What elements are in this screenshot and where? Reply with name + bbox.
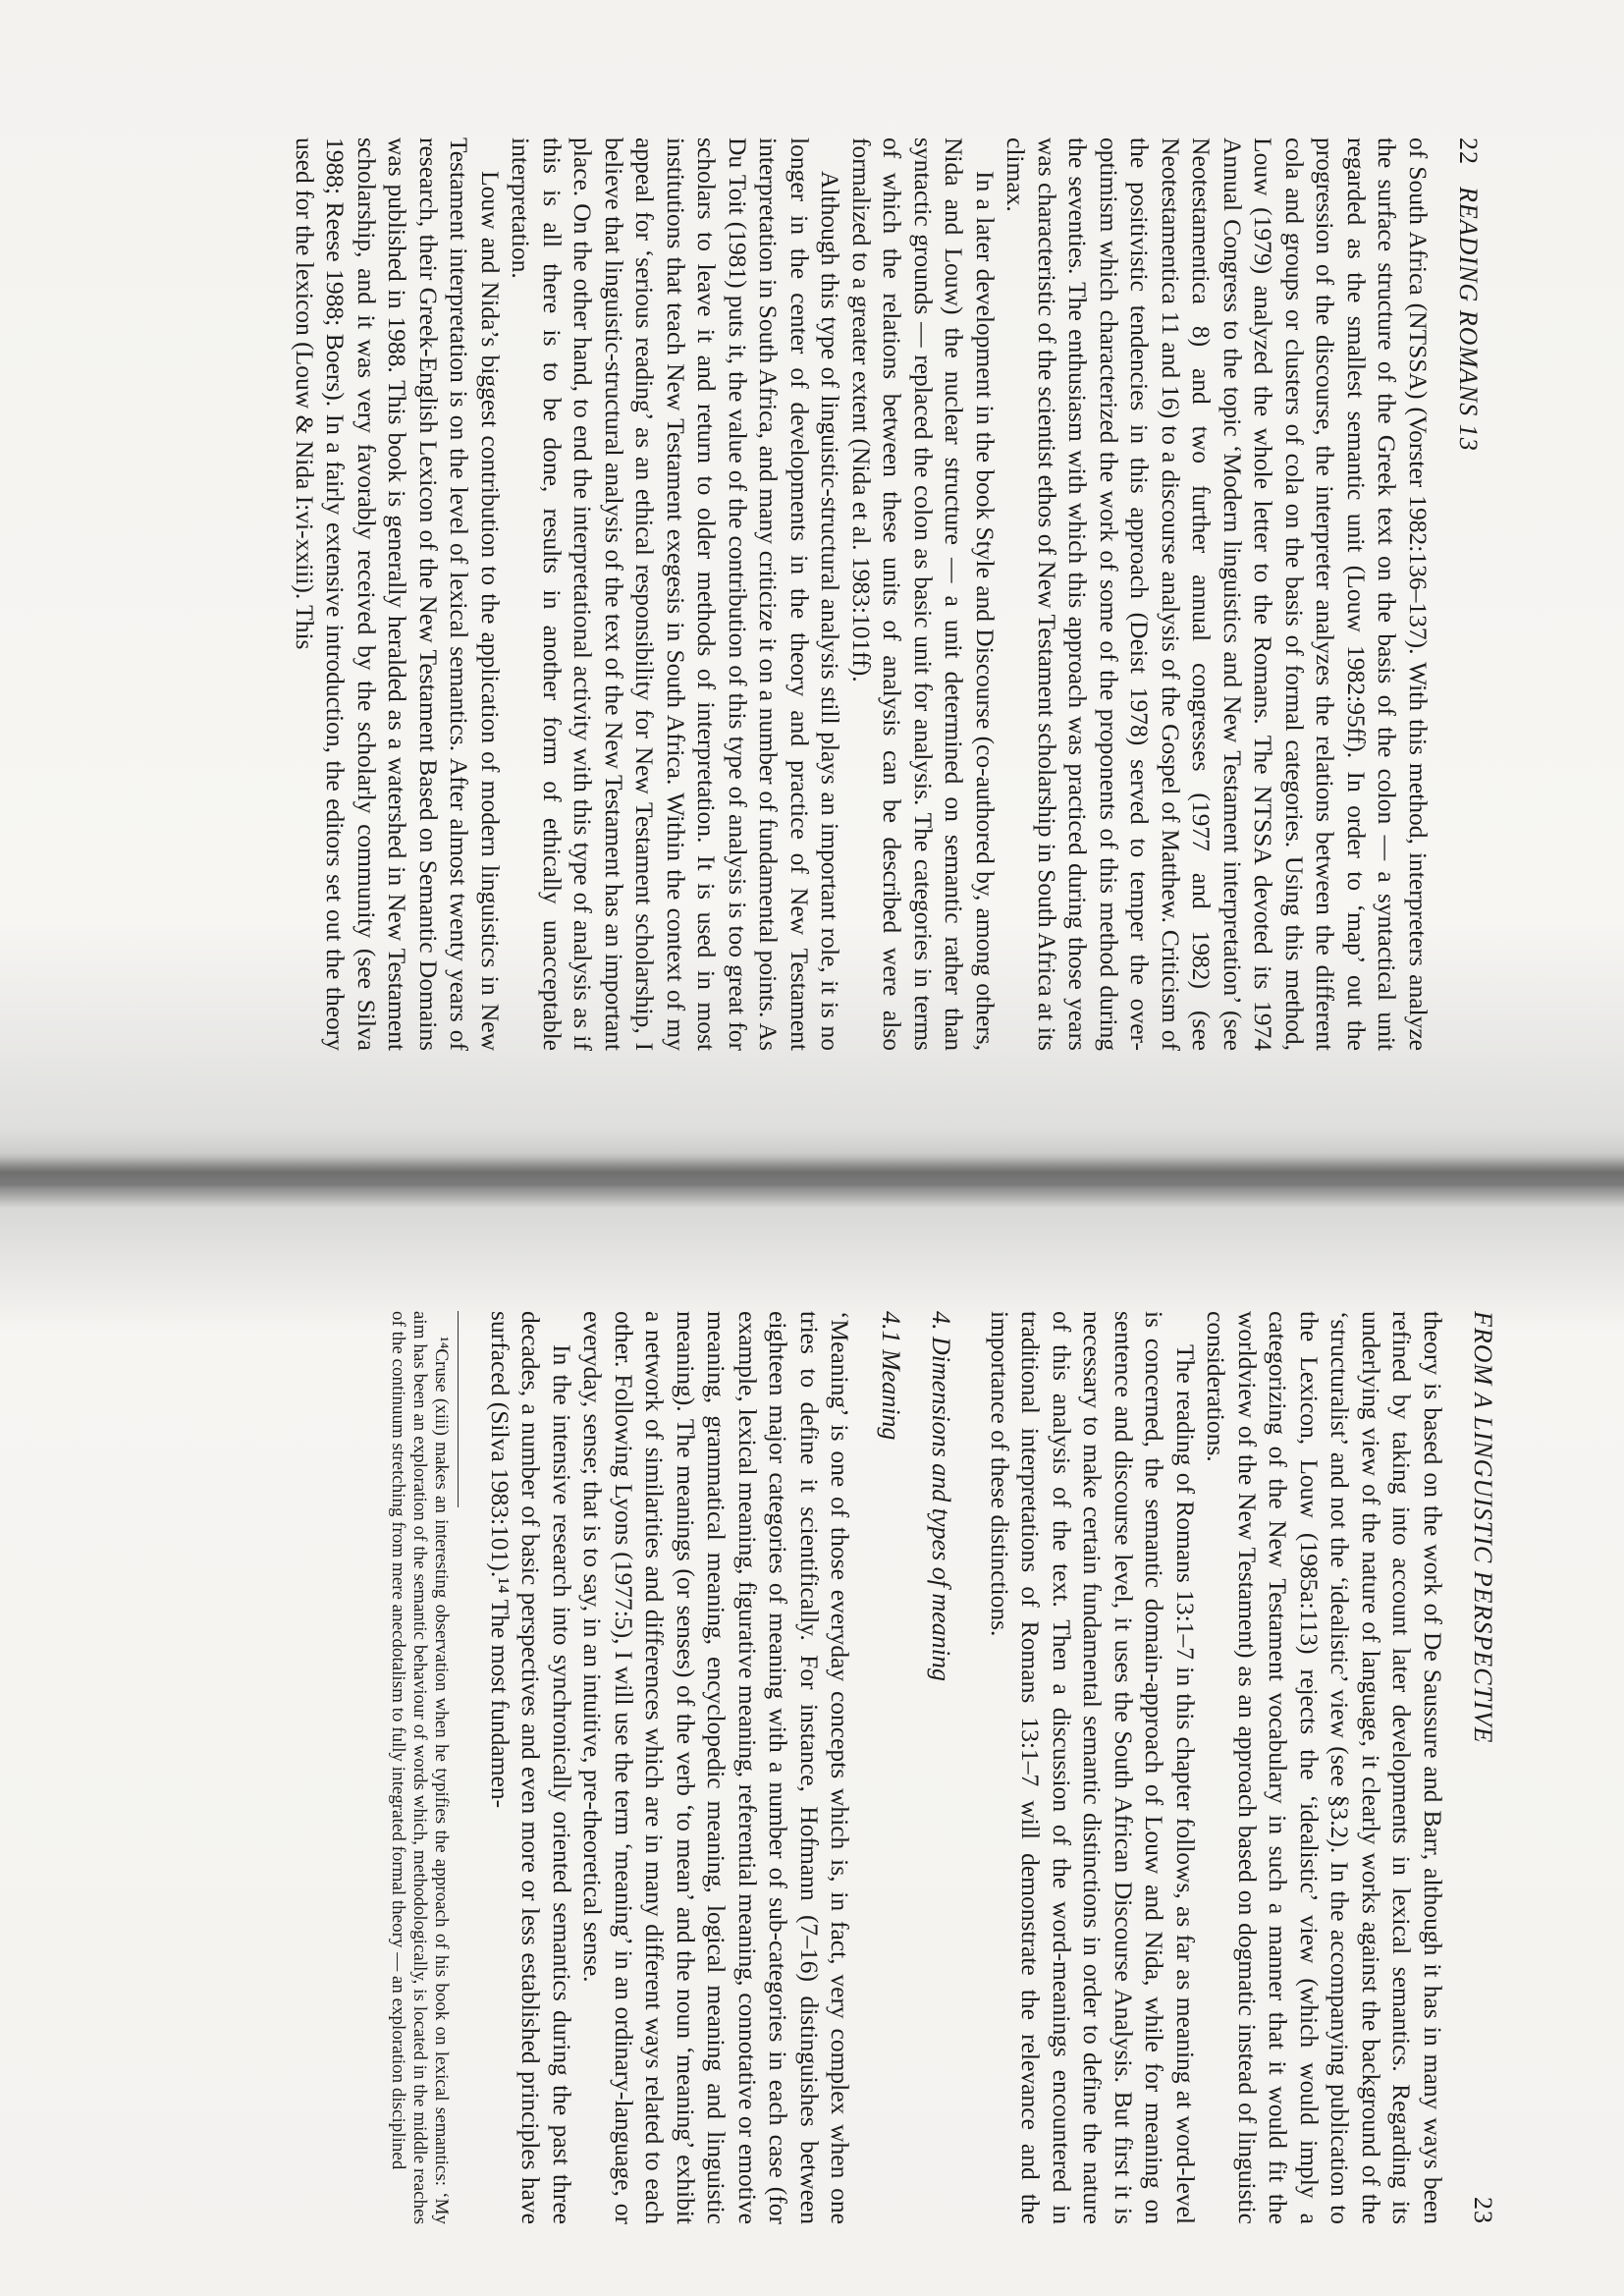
running-title: READING ROMANS 13: [1454, 187, 1483, 452]
page-23: [133, 1311, 1497, 2224]
page-number: 23: [1469, 2197, 1497, 2224]
paragraph: ‘Meaning’ is one of those everyday concepts which is, in fact, very complex when one tries to define it scientifically. For instance, Hofmann (7–16) distinguishes between eighteen major categories of meaning with a number of sub-categories in each case (for example, lexical meaning, figurative meaning, referential meaning, connotative or emotive meaning, grammatical meaning, encyclopedic meaning, logical meaning and linguistic meaning). The meanings (or senses) of the verb ‘to mean’ and the noun ‘meaning’ exhibit a network of similarities and differences which are in many different ways related to each other. Following Lyons (1977:5), I will use the term ‘meaning’ in an ordinary-language, or everyday, sense; that is to say, in an intuitive, pre-theoretical sense.: [578, 1311, 855, 2224]
paragraph: In the intensive research into synchronically oriented semantics during the past three decades, a number of basic perspectives and even more or less established principles have surfaced (Silva 1983:101).¹⁴ The most fundamen-: [486, 1311, 576, 2224]
gutter-shadow: [0, 1129, 1624, 1208]
footnote: [388, 1311, 453, 2224]
body-text: [388, 1311, 1449, 2224]
footnote-text: ¹⁴Cruse (xiii) makes an interesting observation when he typifies the approach of his book on lexical semantics: ‘My aim has been an exploration of the semantic behaviour of words which, methodologically, is located in the middle reaches of the continuum stretching from mere anecdotalism to fully integrated formal theory — an exploration disciplined: [388, 1311, 453, 2224]
running-head: [1468, 1311, 1497, 2224]
paragraph: theory is based on the work of De Saussure and Barr, although it has in many ways been refined by taking into account later developments in lexical semantics. Regarding its underlying view of the nature of language, it clearly works against the background of the ‘structuralist’ and not the ‘idealistic’ view (see §3.2). In the accompanying publication to the Lexicon, Louw (1985a:113) rejects the ‘idealistic’ view (which would imply a categorizing of the New Testament vocabulary in such a manner that it would fit the worldview of the New Testament) as an approach based on dogmatic instead of linguistic considerations.: [1202, 1311, 1447, 2224]
body-text: [290, 137, 1435, 1051]
paragraph: Louw and Nida’s biggest contribution to the application of modern linguistics in New Testament interpretation is on the level of lexical semantics. After almost twenty years of research, their Greek-English Lexicon of the New Testament Based on Semantic Domains was published in 1988. This book is generally heralded as a watershed in New Testament scholarship, and it was very favorably received by the scholarly community (see Silva 1988; Reese 1988; Boers). In a fairly extensive introduction, the editors set out the theory used for the lexicon (Louw & Nida I:vi-xxiii). This: [291, 137, 505, 1051]
paragraph: Although this type of linguistic-structural analysis still plays an important role, it is no longer in the center of developments in the theory and practice of New Testament interpretation in South Africa, and many criticize it on a number of fundamental points. As Du Toit (1981) puts it, the value of the contribution of this type of analysis is too great for scholars to leave it and return to older methods of interpretation. It is used in most institutions that teach New Testament exegesis in South Africa. Within the context of my appeal for ‘serious reading’ as an ethical responsibility for New Testament scholarship, I believe that linguistic-structural analysis of the text of the New Testament has an important place. On the other hand, to end the interpretational activity with this type of analysis as if this is all there is to be done, results in another form of ethically unacceptable interpretation.: [507, 137, 845, 1051]
page-number: 22: [1454, 137, 1483, 165]
paragraph: In a later development in the book Style and Discourse (co-authored by, among others, Nida and Louw) the nuclear structure — a unit determined on semantic rather than syntactic grounds — replaced the colon as basic unit for analysis. The categories in terms of which the relations between these units of analysis can be described were also formalized to a greater extent (Nida et al. 1983:101ff).: [847, 137, 1000, 1051]
running-title: FROM A LINGUISTIC PERSPECTIVE: [1469, 1311, 1497, 1744]
running-head: [1453, 137, 1483, 1051]
page-22: [118, 137, 1483, 1051]
paragraph: The reading of Romans 13:1–7 in this chapter follows, as far as meaning at word-level is concerned, the semantic domain-approach of Louw and Nida, while for meaning on sentence and discourse level, it uses the South African Discourse Analysis. But first it is necessary to make certain fundamental semantic distinctions in order to define the nature of this analysis of the text. Then a discussion of the word-meanings encountered in traditional interpretations of Romans 13:1–7 will demonstrate the relevance and the importance of these distinctions.: [986, 1311, 1200, 2224]
footnote-rule: [459, 1311, 460, 1507]
section-heading: 4. Dimensions and types of meaning: [927, 1311, 956, 1681]
subsection-heading: 4.1 Meaning: [877, 1311, 905, 1441]
paragraph: of South Africa (NTSSA) (Vorster 1982:136–137). With this method, interpreters analyze the surface structure of the Greek text on the basis of the colon — a syntactical unit regarded as the smallest semantic unit (Louw 1982:95ff). In order to ‘map’ out the progression of the discourse, the interpreter analyzes the relations between the different cola and groups or clusters of cola on the basis of formal categories. Using this method, Louw (1979) analyzed the whole letter to the Romans. The NTSSA devoted its 1974 Annual Congress to the topic ‘Modern linguistics and New Testament interpretation’ (see Neotestamentica 8) and two further annual congresses (1977 and 1982) (see Neotestamentica 11 and 16) to a discourse analysis of the Gospel of Matthew. Criticism of the positivistic tendencies in this approach (Deist 1978) served to temper the over-optimism which characterized the work of some of the proponents of this method during the seventies. The enthusiasm with which this approach was practiced during those years was characteristic of the scientist ethos of New Testament scholarship in South Africa at its climax.: [1001, 137, 1433, 1051]
